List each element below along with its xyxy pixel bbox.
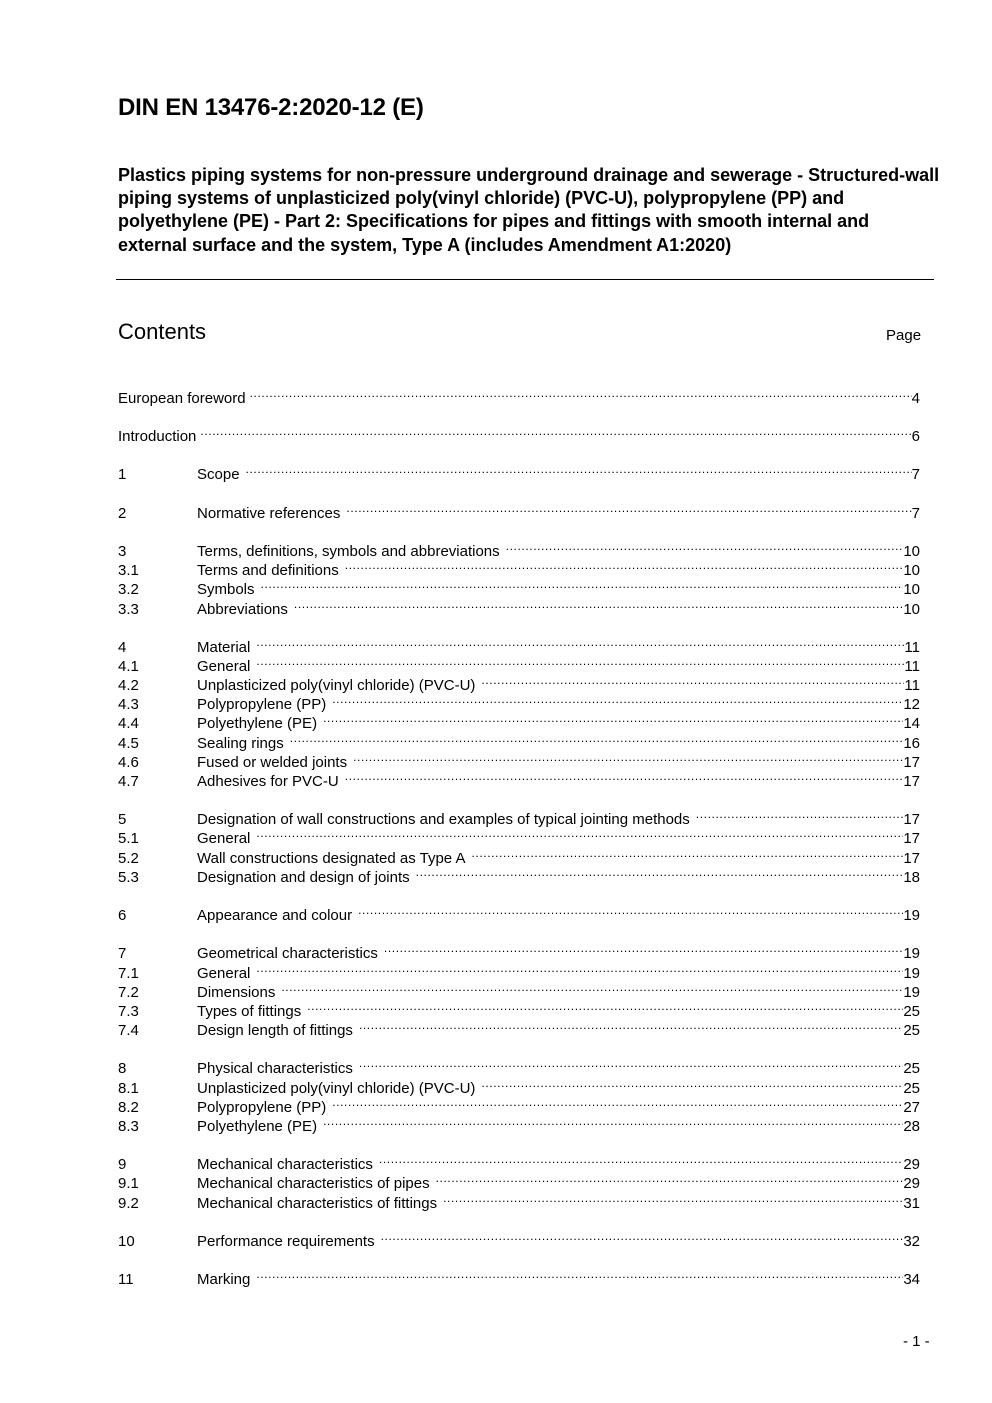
toc-leader [381, 1227, 904, 1246]
toc-entry[interactable] [118, 1016, 920, 1039]
toc-entry-page: 17 [903, 773, 920, 790]
page-number: - 1 - [903, 1333, 930, 1350]
toc-entry-page: 17 [903, 811, 920, 828]
toc-entry-page: 11 [904, 658, 920, 675]
toc-leader [379, 1150, 903, 1169]
toc-entry[interactable] [118, 997, 920, 1020]
toc-leader [358, 901, 903, 920]
document-title: Plastics piping systems for non-pressure underground drainage and sewerage - Structured-wall piping systems of unplasticized poly(vinyl chloride) (PVC-U), polypropylene (PP) and polyethylene (PE) - Part 2: Specifications for pipes and fittings with smooth internal and external surface and the system, Type A (includes Amendment A1:2020) [118, 165, 940, 255]
toc-leader [506, 537, 904, 556]
toc-leader [696, 805, 904, 824]
toc-entry-number: 9 [118, 1156, 127, 1173]
toc-entry[interactable] [118, 556, 920, 579]
toc-entry-title: Appearance and colour [197, 907, 353, 924]
toc-leader [256, 633, 904, 652]
title-divider [116, 279, 934, 280]
toc-entry-page: 14 [903, 715, 920, 732]
toc-entry-page: 29 [903, 1175, 920, 1192]
toc-entry-page: 32 [903, 1233, 920, 1250]
toc-entry-title: Adhesives for PVC-U [197, 773, 339, 790]
toc-entry-page: 16 [903, 735, 920, 752]
toc-entry-title: Fused or welded joints [197, 754, 348, 771]
toc-entry-number: 8.3 [118, 1118, 139, 1135]
toc-entry-page: 10 [903, 543, 920, 560]
toc-entry-title: Abbreviations [197, 601, 288, 618]
toc-entry-title: Polyethylene (PE) [197, 715, 318, 732]
toc-entry-page: 29 [903, 1156, 920, 1173]
toc-entry-number: 7.2 [118, 984, 139, 1001]
toc-entry[interactable] [118, 767, 920, 790]
toc-leader [294, 595, 903, 614]
toc-entry-number: 8.2 [118, 1099, 139, 1116]
toc-leader [250, 384, 912, 403]
toc-leader [384, 939, 903, 958]
toc-entry-number: 11 [118, 1271, 134, 1288]
toc-entry-number: 2 [118, 505, 127, 522]
toc-leader [359, 1016, 903, 1035]
toc-entry[interactable] [118, 575, 920, 598]
toc-entry-number: 1 [118, 466, 127, 483]
toc-entry-title: Unplasticized poly(vinyl chloride) (PVC-U) [197, 677, 476, 694]
toc-entry-page: 11 [904, 639, 920, 656]
toc-entry-page: 28 [903, 1118, 920, 1135]
toc-leader [332, 1093, 903, 1112]
toc-entry-page: 7 [911, 466, 920, 483]
toc-leader [281, 978, 903, 997]
toc-entry-page: 19 [903, 907, 920, 924]
toc-entry-title: Mechanical characteristics of pipes [197, 1175, 430, 1192]
toc-leader [200, 422, 911, 441]
contents-heading: Contents [118, 319, 207, 344]
toc-entry[interactable] [118, 1054, 920, 1077]
toc-entry[interactable] [118, 1150, 920, 1173]
toc-leader [246, 460, 912, 479]
toc-leader [323, 709, 903, 728]
toc-entry[interactable] [118, 709, 920, 732]
toc-entry-number: 5.3 [118, 869, 139, 886]
toc-entry-page: 7 [911, 505, 920, 522]
toc-entry-page: 25 [903, 1022, 920, 1039]
toc-entry[interactable] [118, 595, 920, 618]
toc-entry[interactable] [118, 959, 920, 982]
toc-entry-number: 7.1 [118, 965, 139, 982]
toc-entry-title: General [197, 965, 251, 982]
toc-entry-number: 10 [118, 1233, 135, 1250]
toc-entry[interactable] [118, 1074, 920, 1097]
toc-entry-page: 19 [903, 984, 920, 1001]
toc-entry[interactable] [118, 1189, 920, 1212]
toc-entry[interactable] [118, 901, 920, 924]
toc-entry-title: General [197, 830, 251, 847]
toc-entry-title: Mechanical characteristics of fittings [197, 1195, 438, 1212]
toc-entry-title: Polypropylene (PP) [197, 1099, 327, 1116]
toc-entry-title: General [197, 658, 251, 675]
toc-leader [481, 1074, 903, 1093]
toc-entry-number: 4.5 [118, 735, 139, 752]
toc-entry-page: 25 [903, 1003, 920, 1020]
toc-entry-title: Wall constructions designated as Type A [197, 850, 466, 867]
toc-entry-number: 7.3 [118, 1003, 139, 1020]
toc-entry[interactable] [118, 844, 920, 867]
toc-entry-number: 4.7 [118, 773, 139, 790]
toc-leader [443, 1189, 903, 1208]
toc-entry-page: 10 [903, 562, 920, 579]
toc-leader [436, 1169, 904, 1188]
toc-entry-page: 25 [903, 1060, 920, 1077]
toc-entry-title: Unplasticized poly(vinyl chloride) (PVC-U) [197, 1080, 476, 1097]
toc-entry-number: 3.3 [118, 601, 139, 618]
toc-leader [345, 767, 904, 786]
toc-leader [471, 844, 903, 863]
toc-leader [481, 671, 904, 690]
toc-entry-number: 8 [118, 1060, 127, 1077]
toc-entry-number: 9.2 [118, 1195, 139, 1212]
toc-entry[interactable] [118, 1169, 920, 1192]
toc-entry-number: 4.3 [118, 696, 139, 713]
toc-entry-page: 10 [903, 601, 920, 618]
toc-entry-number: 3 [118, 543, 127, 560]
toc-leader [346, 499, 911, 518]
toc-entry[interactable] [118, 633, 920, 656]
toc-entry-number: 3.2 [118, 581, 139, 598]
toc-entry[interactable] [118, 422, 920, 445]
toc-entry[interactable] [118, 690, 920, 713]
toc-entry[interactable] [118, 1227, 920, 1250]
toc-entry-number: 7 [118, 945, 127, 962]
toc-leader [345, 556, 904, 575]
toc-entry-title: Design length of fittings [197, 1022, 353, 1039]
toc-leader [353, 748, 903, 767]
toc-entry-page: 11 [904, 677, 920, 694]
toc-entry-number: 9.1 [118, 1175, 139, 1192]
toc-entry-title: Dimensions [197, 984, 276, 1001]
toc-entry-page: 19 [903, 945, 920, 962]
toc-entry[interactable] [118, 805, 920, 828]
toc-leader [416, 863, 904, 882]
toc-entry-number: 5.1 [118, 830, 139, 847]
toc-entry-number: 8.1 [118, 1080, 139, 1097]
document-id: DIN EN 13476-2:2020-12 (E) [118, 94, 424, 121]
toc-entry-number: 7.4 [118, 1022, 139, 1039]
toc-entry-number: 4 [118, 639, 127, 656]
toc-entry-title: Sealing rings [197, 735, 284, 752]
toc-entry-title: Types of fittings [197, 1003, 302, 1020]
toc-entry-title: Scope [197, 466, 240, 483]
toc-entry-page: 25 [903, 1080, 920, 1097]
toc-entry[interactable] [118, 978, 920, 1001]
toc-entry[interactable] [118, 1112, 920, 1135]
toc-entry-page: 19 [903, 965, 920, 982]
toc-entry[interactable] [118, 1093, 920, 1116]
toc-entry-title: Mechanical characteristics [197, 1156, 373, 1173]
toc-entry-title: Polyethylene (PE) [197, 1118, 318, 1135]
toc-entry[interactable] [118, 939, 920, 962]
toc-entry-page: 31 [903, 1195, 920, 1212]
toc-entry-number: 5.2 [118, 850, 139, 867]
toc-entry[interactable] [118, 1265, 920, 1288]
toc-entry-number: 4.2 [118, 677, 139, 694]
toc-entry-number: 4.6 [118, 754, 139, 771]
toc-entry-title: Performance requirements [197, 1233, 375, 1250]
toc-entry-page: 17 [903, 830, 920, 847]
toc-entry-page: 27 [903, 1099, 920, 1116]
toc-entry[interactable] [118, 824, 920, 847]
toc-entry-page: 10 [903, 581, 920, 598]
toc-entry-page: 18 [903, 869, 920, 886]
toc-entry-number: 4.1 [118, 658, 139, 675]
toc-entry-title: Geometrical characteristics [197, 945, 378, 962]
toc-entry[interactable] [118, 671, 920, 694]
toc-entry[interactable] [118, 652, 920, 675]
toc-entry-page: 6 [911, 428, 920, 445]
toc-entry[interactable] [118, 460, 920, 483]
toc-entry-title: Symbols [197, 581, 255, 598]
toc-entry-title: Designation and design of joints [197, 869, 410, 886]
toc-entry-title: Physical characteristics [197, 1060, 353, 1077]
toc-entry-number: 6 [118, 907, 127, 924]
toc-entry-title: Polypropylene (PP) [197, 696, 327, 713]
toc-leader [307, 997, 903, 1016]
toc-entry-page: 17 [903, 754, 920, 771]
toc-entry-page: 4 [911, 390, 920, 407]
toc-entry-page: 17 [903, 850, 920, 867]
toc-entry-title: Material [197, 639, 251, 656]
toc-entry-page: 34 [903, 1271, 920, 1288]
toc-entry-page: 12 [903, 696, 920, 713]
toc-entry-number: 4.4 [118, 715, 139, 732]
toc-leader [256, 959, 903, 978]
toc-entry-title: Introduction [118, 428, 197, 445]
toc-entry[interactable] [118, 499, 920, 522]
toc-entry[interactable] [118, 729, 920, 752]
toc-entry[interactable] [118, 384, 920, 407]
toc-entry-title: European foreword [118, 390, 246, 407]
toc-leader [290, 729, 904, 748]
toc-entry-title: Marking [197, 1271, 251, 1288]
page-column-heading: Page [886, 327, 922, 344]
toc-entry[interactable] [118, 863, 920, 886]
toc-leader [323, 1112, 903, 1131]
toc-leader [256, 824, 903, 843]
toc-leader [359, 1054, 903, 1073]
toc-entry[interactable] [118, 537, 920, 560]
toc-entry-title: Terms and definitions [197, 562, 339, 579]
toc-leader [332, 690, 903, 709]
toc-leader [256, 652, 904, 671]
toc-entry-number: 5 [118, 811, 127, 828]
toc-leader [256, 1265, 903, 1284]
toc-entry-number: 3.1 [118, 562, 139, 579]
toc-entry-title: Terms, definitions, symbols and abbreviations [197, 543, 500, 560]
toc-leader [261, 575, 904, 594]
toc-entry[interactable] [118, 748, 920, 771]
toc-entry-title: Designation of wall constructions and examples of typical jointing methods [197, 811, 690, 828]
toc-entry-title: Normative references [197, 505, 341, 522]
